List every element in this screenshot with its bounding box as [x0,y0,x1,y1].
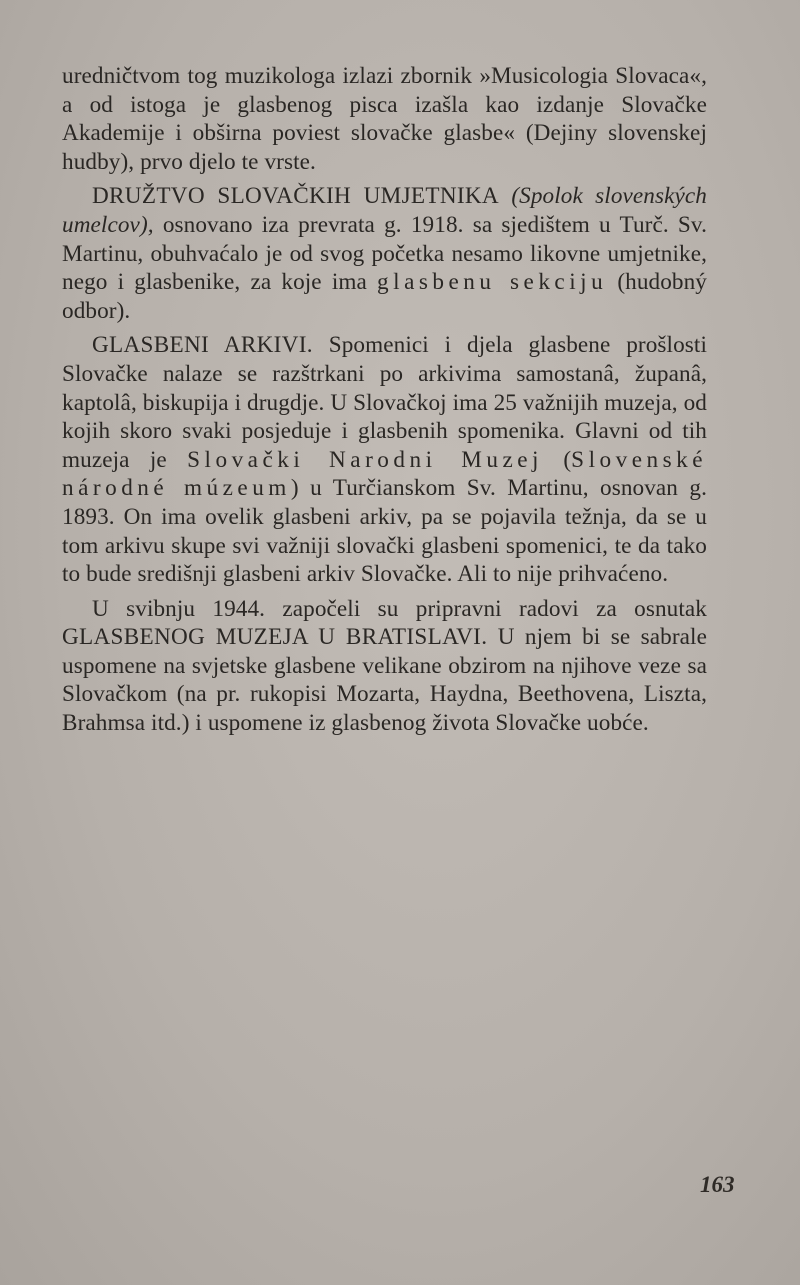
section-heading-druztvo: DRUŽTVO SLOVAČKIH UMJETNIKA [92,183,499,210]
paragraph-text: U svibnju 1944. započeli su pripravni radovi za osnutak [92,595,707,622]
section-heading-muzej: GLASBENOG MUZEJA U BRATISLAVI. [62,624,488,651]
italic-spolok: (Spolok slovenských umelcov), [62,183,707,238]
spaced-term: glasbenu sekciju [377,269,608,296]
paragraph-text: Spomenici i djela glasbene prošlosti Slovačke nalaze se razštrkani po arkivima samostanâ, županâ, kaptolâ, biskupija i drugdje. U Slovačkoj ima 25 važnijih muzeja, od kojih skoro svaki posjeduje i glasbenih spomenika. Glavni od tih muzeja je [62,332,707,473]
paragraph-text: osnovano iza prevrata g. 1918. sa sjedištem u Turč. Sv. Martinu, obuhvaćalo je od svog početka nesamo likovne umjetnike, nego i glasbenike, za koje ima [62,211,707,296]
paragraph-text: (hudobný odbor). [62,269,707,324]
paragraph-muzej [62,595,707,738]
paragraph-text: uredničtvom tog muzikologa izlazi zbornik »Musicologia Slovaca«, a od istoga je glasbenog pisca izašla kao izdanje Slovačke Akademije i obširna poviest slovačke glasbe« (Dejiny slovenskej hudby), prvo djelo te vrste. [62,63,707,175]
section-heading-arkivi: GLASBENI ARKIVI. [92,332,313,359]
paragraph-arkivi [62,331,707,588]
paragraph-text: U njem bi se sabrale uspomene na svjetske glasbene velikane obzirom na njihove veze sa Slovačkom (na pr. rukopisi Mozarta, Haydna, Beethovena, Liszta, Brahmsa itd.) i uspomene iz glasbenog života Slovačke uobće. [62,624,707,737]
paragraph-musicologia [62,62,707,176]
paragraph-text: ) u Turčianskom Sv. Martinu, osnovan g. 1893. On ima ovelik glasbeni arkiv, pa se pojavila težnja, da se u tom arkivu skupe svi važniji slovački glasbeni spomenici, te da tako to bude središnji glasbeni arkiv Slovačke. Ali to nije prihvaćeno. [62,475,707,588]
spaced-term: Slovački Narodni Muzej [187,446,543,473]
paragraph-text: ( [543,446,572,473]
page-body [62,62,707,738]
spaced-term: Slovenské národné múzeum [62,446,707,502]
page-number: 163 [700,1172,735,1197]
paragraph-druztvo [62,182,707,325]
